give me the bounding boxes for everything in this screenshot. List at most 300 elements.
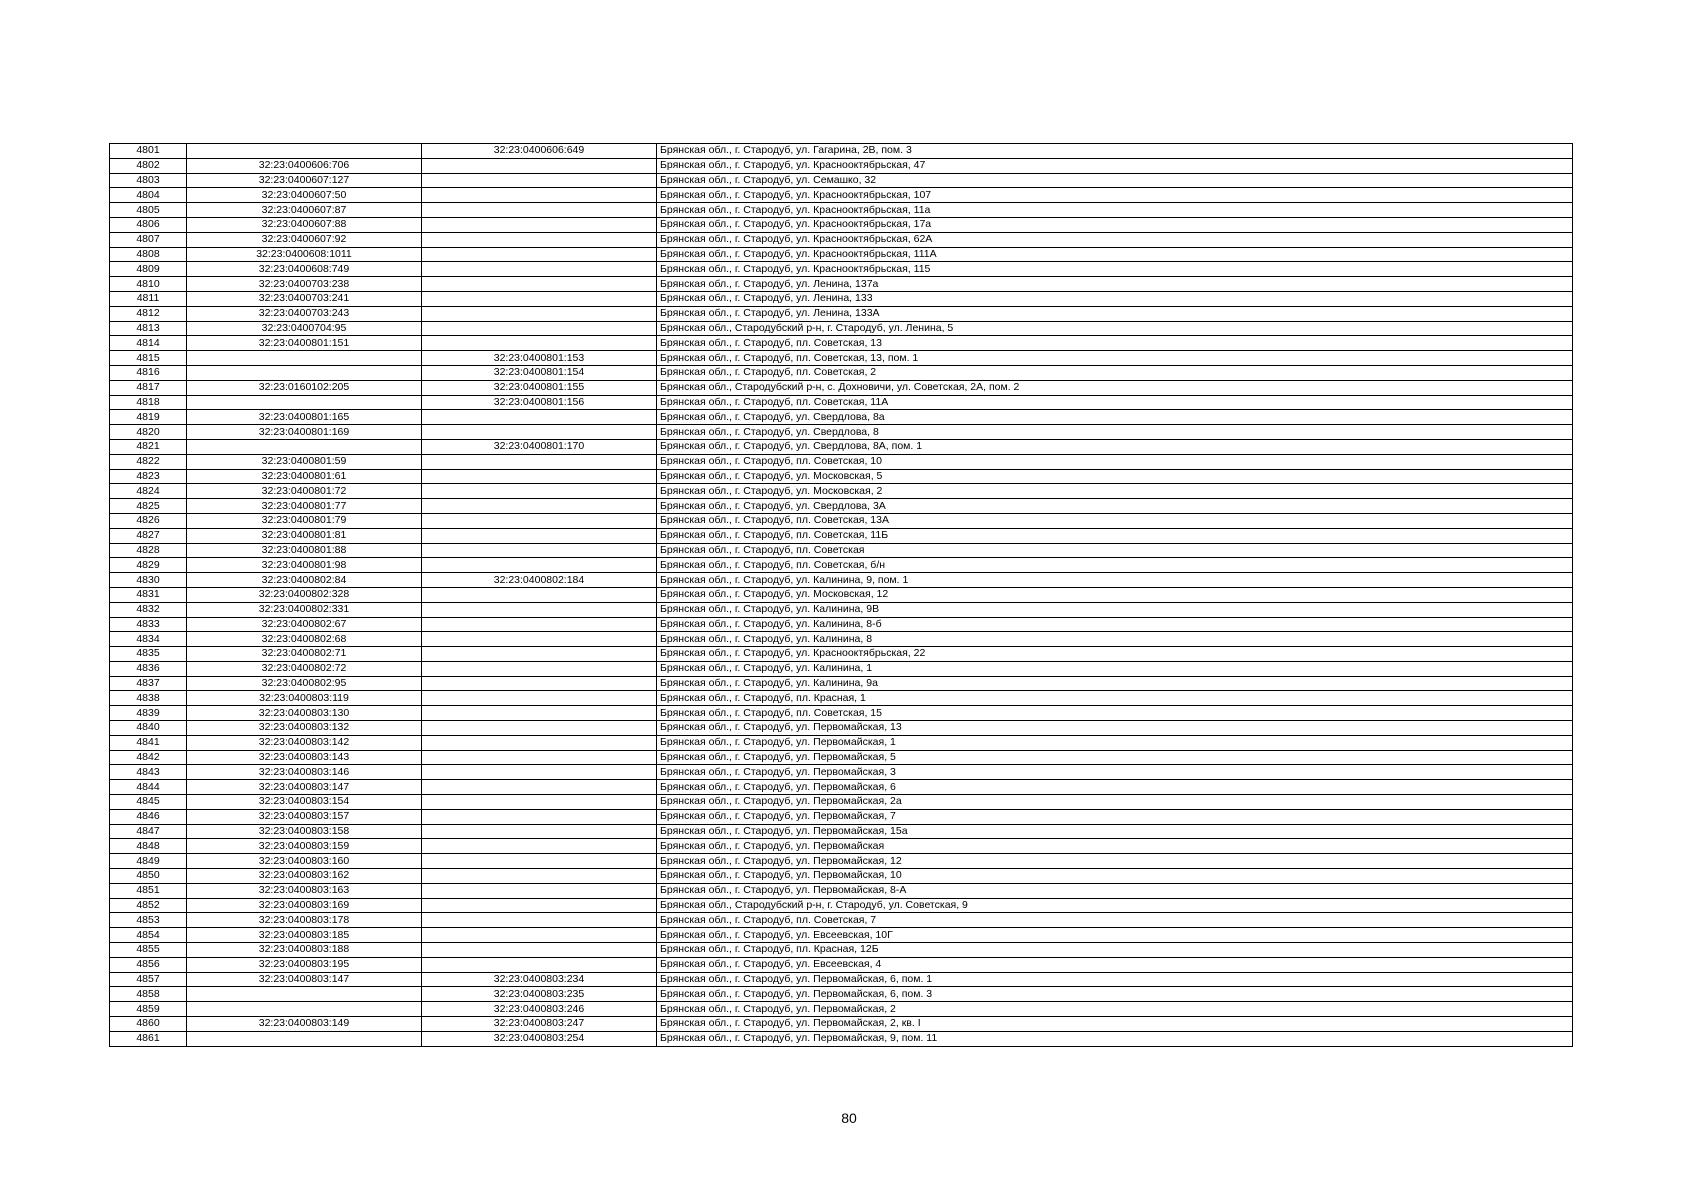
building-number-cell: 32:23:0400801:154 (422, 365, 657, 380)
row-number-cell: 4819 (110, 410, 187, 425)
row-number-cell: 4812 (110, 306, 187, 321)
table-row (110, 499, 1573, 514)
land-parcel-number-cell: 32:23:0400803:132 (187, 721, 422, 736)
land-parcel-number-cell: 32:23:0400803:159 (187, 839, 422, 854)
row-number-cell: 4837 (110, 676, 187, 691)
address-cell: Брянская обл., г. Стародуб, ул. Свердлова, 8а (657, 410, 1573, 425)
table-row (110, 617, 1573, 632)
row-number-cell: 4846 (110, 809, 187, 824)
table-row (110, 144, 1573, 159)
land-parcel-number-cell: 32:23:0400801:151 (187, 336, 422, 351)
address-cell: Брянская обл., г. Стародуб, ул. Первомайская, 5 (657, 750, 1573, 765)
building-number-cell (422, 528, 657, 543)
address-cell: Брянская обл., г. Стародуб, ул. Первомайская, 15а (657, 824, 1573, 839)
address-cell: Брянская обл., г. Стародуб, пл. Советская, б/н (657, 558, 1573, 573)
land-parcel-number-cell: 32:23:0400803:146 (187, 765, 422, 780)
address-cell: Брянская обл., г. Стародуб, ул. Гагарина, 2В, пом. 3 (657, 144, 1573, 159)
table-row (110, 336, 1573, 351)
land-parcel-number-cell: 32:23:0400802:67 (187, 617, 422, 632)
building-number-cell (422, 232, 657, 247)
table-row (110, 750, 1573, 765)
building-number-cell (422, 558, 657, 573)
land-parcel-number-cell: 32:23:0400801:98 (187, 558, 422, 573)
land-parcel-number-cell: 32:23:0400803:185 (187, 928, 422, 943)
building-number-cell (422, 336, 657, 351)
table-row (110, 558, 1573, 573)
building-number-cell (422, 869, 657, 884)
row-number-cell: 4815 (110, 351, 187, 366)
address-cell: Брянская обл., г. Стародуб, ул. Первомайская, 10 (657, 869, 1573, 884)
building-number-cell: 32:23:0400803:246 (422, 1002, 657, 1017)
land-parcel-number-cell: 32:23:0400703:243 (187, 306, 422, 321)
table-row (110, 661, 1573, 676)
row-number-cell: 4824 (110, 484, 187, 499)
table-row (110, 454, 1573, 469)
row-number-cell: 4811 (110, 291, 187, 306)
address-cell: Брянская обл., г. Стародуб, ул. Калинина, 9а (657, 676, 1573, 691)
address-cell: Брянская обл., г. Стародуб, ул. Краснооктябрьская, 62А (657, 232, 1573, 247)
land-parcel-number-cell: 32:23:0400801:77 (187, 499, 422, 514)
row-number-cell: 4848 (110, 839, 187, 854)
table-row (110, 721, 1573, 736)
row-number-cell: 4818 (110, 395, 187, 410)
row-number-cell: 4809 (110, 262, 187, 277)
table-row (110, 1017, 1573, 1032)
table-row (110, 484, 1573, 499)
land-parcel-number-cell (187, 439, 422, 454)
address-cell: Брянская обл., г. Стародуб, пл. Советская, 13 (657, 336, 1573, 351)
building-number-cell: 32:23:0400802:184 (422, 573, 657, 588)
building-number-cell (422, 262, 657, 277)
row-number-cell: 4832 (110, 602, 187, 617)
land-parcel-number-cell: 32:23:0400803:147 (187, 780, 422, 795)
table-row (110, 543, 1573, 558)
building-number-cell: 32:23:0400803:247 (422, 1017, 657, 1032)
row-number-cell: 4829 (110, 558, 187, 573)
land-parcel-number-cell: 32:23:0400703:241 (187, 291, 422, 306)
building-number-cell (422, 854, 657, 869)
address-cell: Брянская обл., г. Стародуб, ул. Калинина, 9В (657, 602, 1573, 617)
building-number-cell (422, 217, 657, 232)
row-number-cell: 4833 (110, 617, 187, 632)
address-cell: Брянская обл., г. Стародуб, ул. Свердлова, 8 (657, 425, 1573, 440)
building-number-cell (422, 883, 657, 898)
row-number-cell: 4838 (110, 691, 187, 706)
land-parcel-number-cell: 32:23:0400803:143 (187, 750, 422, 765)
table-row (110, 647, 1573, 662)
address-cell: Брянская обл., г. Стародуб, ул. Калинина, 9, пом. 1 (657, 573, 1573, 588)
address-cell: Брянская обл., г. Стародуб, ул. Первомайская, 6 (657, 780, 1573, 795)
building-number-cell (422, 277, 657, 292)
row-number-cell: 4810 (110, 277, 187, 292)
address-cell: Брянская обл., г. Стародуб, ул. Свердлова, 3А (657, 499, 1573, 514)
address-cell: Брянская обл., г. Стародуб, пл. Советская, 11А (657, 395, 1573, 410)
land-parcel-number-cell: 32:23:0400802:72 (187, 661, 422, 676)
address-cell: Брянская обл., г. Стародуб, пл. Советская, 7 (657, 913, 1573, 928)
table-row (110, 513, 1573, 528)
table-row (110, 957, 1573, 972)
address-cell: Брянская обл., г. Стародуб, ул. Первомайская, 2, кв. I (657, 1017, 1573, 1032)
row-number-cell: 4849 (110, 854, 187, 869)
address-cell: Брянская обл., Стародубский р-н, г. Стародуб, ул. Советская, 9 (657, 898, 1573, 913)
building-number-cell (422, 647, 657, 662)
table-row (110, 573, 1573, 588)
table-row (110, 854, 1573, 869)
address-cell: Брянская обл., г. Стародуб, пл. Советская, 2 (657, 365, 1573, 380)
table-row (110, 928, 1573, 943)
table-row (110, 706, 1573, 721)
address-cell: Брянская обл., г. Стародуб, ул. Краснооктябрьская, 22 (657, 647, 1573, 662)
row-number-cell: 4861 (110, 1031, 187, 1046)
table-row (110, 203, 1573, 218)
table-row (110, 839, 1573, 854)
address-cell: Брянская обл., Стародубский р-н, г. Стародуб, ул. Ленина, 5 (657, 321, 1573, 336)
table-body (110, 144, 1573, 1047)
row-number-cell: 4842 (110, 750, 187, 765)
building-number-cell (422, 291, 657, 306)
table-row (110, 765, 1573, 780)
building-number-cell (422, 676, 657, 691)
building-number-cell (422, 484, 657, 499)
land-parcel-number-cell: 32:23:0400802:84 (187, 573, 422, 588)
building-number-cell: 32:23:0400801:156 (422, 395, 657, 410)
address-cell: Брянская обл., г. Стародуб, ул. Первомайская (657, 839, 1573, 854)
document-sheet (109, 143, 1572, 1047)
table-row (110, 262, 1573, 277)
row-number-cell: 4803 (110, 173, 187, 188)
building-number-cell (422, 587, 657, 602)
row-number-cell: 4836 (110, 661, 187, 676)
address-cell: Брянская обл., г. Стародуб, ул. Евсеевская, 4 (657, 957, 1573, 972)
row-number-cell: 4816 (110, 365, 187, 380)
address-cell: Брянская обл., г. Стародуб, ул. Первомайская, 8-А (657, 883, 1573, 898)
table-row (110, 676, 1573, 691)
row-number-cell: 4801 (110, 144, 187, 159)
row-number-cell: 4854 (110, 928, 187, 943)
address-cell: Брянская обл., г. Стародуб, ул. Московская, 5 (657, 469, 1573, 484)
table-row (110, 321, 1573, 336)
building-number-cell (422, 765, 657, 780)
land-parcel-number-cell: 32:23:0400608:1011 (187, 247, 422, 262)
building-number-cell (422, 735, 657, 750)
land-parcel-number-cell: 32:23:0400607:88 (187, 217, 422, 232)
table-row (110, 173, 1573, 188)
row-number-cell: 4802 (110, 158, 187, 173)
land-parcel-number-cell: 32:23:0400802:68 (187, 632, 422, 647)
table-row (110, 247, 1573, 262)
table-row (110, 380, 1573, 395)
building-number-cell (422, 809, 657, 824)
building-number-cell (422, 617, 657, 632)
table-row (110, 277, 1573, 292)
building-number-cell (422, 839, 657, 854)
building-number-cell (422, 173, 657, 188)
address-cell: Брянская обл., г. Стародуб, ул. Краснооктябрьская, 47 (657, 158, 1573, 173)
table-row (110, 306, 1573, 321)
address-cell: Брянская обл., г. Стародуб, ул. Первомайская, 1 (657, 735, 1573, 750)
address-cell: Брянская обл., г. Стародуб, пл. Советская (657, 543, 1573, 558)
land-parcel-number-cell (187, 351, 422, 366)
address-cell: Брянская обл., г. Стародуб, ул. Краснооктябрьская, 115 (657, 262, 1573, 277)
table-row (110, 943, 1573, 958)
building-number-cell (422, 306, 657, 321)
land-parcel-number-cell: 32:23:0400607:50 (187, 188, 422, 203)
building-number-cell: 32:23:0400606:649 (422, 144, 657, 159)
row-number-cell: 4855 (110, 943, 187, 958)
table-row (110, 987, 1573, 1002)
address-cell: Брянская обл., г. Стародуб, ул. Первомайская, 9, пом. 11 (657, 1031, 1573, 1046)
address-cell: Брянская обл., Стародубский р-н, с. Дохновичи, ул. Советская, 2А, пом. 2 (657, 380, 1573, 395)
building-number-cell (422, 410, 657, 425)
address-cell: Брянская обл., г. Стародуб, ул. Свердлова, 8А, пом. 1 (657, 439, 1573, 454)
building-number-cell (422, 661, 657, 676)
row-number-cell: 4821 (110, 439, 187, 454)
table-row (110, 439, 1573, 454)
row-number-cell: 4845 (110, 795, 187, 810)
address-cell: Брянская обл., г. Стародуб, ул. Краснооктябрьская, 11а (657, 203, 1573, 218)
row-number-cell: 4853 (110, 913, 187, 928)
table-row (110, 691, 1573, 706)
table-row (110, 410, 1573, 425)
land-parcel-number-cell: 32:23:0400803:188 (187, 943, 422, 958)
address-cell: Брянская обл., г. Стародуб, ул. Первомайская, 7 (657, 809, 1573, 824)
land-parcel-number-cell (187, 395, 422, 410)
land-parcel-number-cell: 32:23:0400803:130 (187, 706, 422, 721)
table-row (110, 809, 1573, 824)
page-number: 80 (841, 1110, 857, 1126)
land-parcel-number-cell: 32:23:0400803:154 (187, 795, 422, 810)
building-number-cell (422, 957, 657, 972)
address-cell: Брянская обл., г. Стародуб, ул. Первомайская, 2а (657, 795, 1573, 810)
building-number-cell (422, 425, 657, 440)
land-parcel-number-cell: 32:23:0400802:71 (187, 647, 422, 662)
building-number-cell (422, 321, 657, 336)
building-number-cell (422, 247, 657, 262)
address-cell: Брянская обл., г. Стародуб, ул. Краснооктябрьская, 17а (657, 217, 1573, 232)
row-number-cell: 4851 (110, 883, 187, 898)
address-cell: Брянская обл., г. Стародуб, ул. Ленина, 137а (657, 277, 1573, 292)
building-number-cell (422, 602, 657, 617)
land-parcel-number-cell: 32:23:0400803:142 (187, 735, 422, 750)
building-number-cell (422, 898, 657, 913)
row-number-cell: 4825 (110, 499, 187, 514)
row-number-cell: 4822 (110, 454, 187, 469)
address-cell: Брянская обл., г. Стародуб, ул. Первомайская, 6, пом. 1 (657, 972, 1573, 987)
address-cell: Брянская обл., г. Стародуб, ул. Евсеевская, 10Г (657, 928, 1573, 943)
land-parcel-number-cell: 32:23:0400803:162 (187, 869, 422, 884)
building-number-cell: 32:23:0400801:155 (422, 380, 657, 395)
table-row (110, 291, 1573, 306)
row-number-cell: 4860 (110, 1017, 187, 1032)
land-parcel-number-cell: 32:23:0400608:749 (187, 262, 422, 277)
row-number-cell: 4847 (110, 824, 187, 839)
land-parcel-number-cell (187, 1031, 422, 1046)
land-parcel-number-cell: 32:23:0400802:95 (187, 676, 422, 691)
building-number-cell (422, 632, 657, 647)
table-row (110, 780, 1573, 795)
land-parcel-number-cell (187, 987, 422, 1002)
land-parcel-number-cell (187, 1002, 422, 1017)
row-number-cell: 4805 (110, 203, 187, 218)
table-row (110, 869, 1573, 884)
table-row (110, 898, 1573, 913)
land-parcel-number-cell: 32:23:0400803:195 (187, 957, 422, 972)
building-number-cell (422, 691, 657, 706)
address-cell: Брянская обл., г. Стародуб, ул. Первомайская, 12 (657, 854, 1573, 869)
table-row (110, 735, 1573, 750)
land-parcel-number-cell: 32:23:0400803:169 (187, 898, 422, 913)
address-cell: Брянская обл., г. Стародуб, пл. Красная, 1 (657, 691, 1573, 706)
table-row (110, 972, 1573, 987)
row-number-cell: 4840 (110, 721, 187, 736)
land-parcel-number-cell: 32:23:0400803:119 (187, 691, 422, 706)
table-row (110, 232, 1573, 247)
row-number-cell: 4828 (110, 543, 187, 558)
address-cell: Брянская обл., г. Стародуб, ул. Краснооктябрьская, 111А (657, 247, 1573, 262)
building-number-cell (422, 928, 657, 943)
table-row (110, 602, 1573, 617)
building-number-cell: 32:23:0400803:234 (422, 972, 657, 987)
land-parcel-number-cell: 32:23:0400802:331 (187, 602, 422, 617)
table-row (110, 632, 1573, 647)
building-number-cell (422, 543, 657, 558)
address-cell: Брянская обл., г. Стародуб, ул. Семашко, 32 (657, 173, 1573, 188)
building-number-cell (422, 824, 657, 839)
building-number-cell (422, 499, 657, 514)
row-number-cell: 4807 (110, 232, 187, 247)
land-parcel-number-cell: 32:23:0400703:238 (187, 277, 422, 292)
address-cell: Брянская обл., г. Стародуб, ул. Ленина, 133А (657, 306, 1573, 321)
land-parcel-number-cell: 32:23:0400801:88 (187, 543, 422, 558)
building-number-cell (422, 750, 657, 765)
address-cell: Брянская обл., г. Стародуб, ул. Первомайская, 2 (657, 1002, 1573, 1017)
land-parcel-number-cell: 32:23:0400606:706 (187, 158, 422, 173)
land-parcel-number-cell: 32:23:0400801:59 (187, 454, 422, 469)
table-row (110, 188, 1573, 203)
row-number-cell: 4858 (110, 987, 187, 1002)
building-number-cell: 32:23:0400803:235 (422, 987, 657, 1002)
row-number-cell: 4831 (110, 587, 187, 602)
address-cell: Брянская обл., г. Стародуб, ул. Первомайская, 6, пом. 3 (657, 987, 1573, 1002)
address-cell: Брянская обл., г. Стародуб, ул. Московская, 2 (657, 484, 1573, 499)
land-parcel-number-cell: 32:23:0400803:157 (187, 809, 422, 824)
row-number-cell: 4814 (110, 336, 187, 351)
address-cell: Брянская обл., г. Стародуб, ул. Калинина, 1 (657, 661, 1573, 676)
row-number-cell: 4839 (110, 706, 187, 721)
row-number-cell: 4817 (110, 380, 187, 395)
land-parcel-number-cell: 32:23:0400803:147 (187, 972, 422, 987)
building-number-cell (422, 913, 657, 928)
row-number-cell: 4841 (110, 735, 187, 750)
land-parcel-number-cell: 32:23:0400801:165 (187, 410, 422, 425)
land-parcel-number-cell (187, 365, 422, 380)
row-number-cell: 4820 (110, 425, 187, 440)
row-number-cell: 4830 (110, 573, 187, 588)
land-parcel-number-cell: 32:23:0400803:163 (187, 883, 422, 898)
row-number-cell: 4806 (110, 217, 187, 232)
table-row (110, 365, 1573, 380)
table-row (110, 587, 1573, 602)
address-cell: Брянская обл., г. Стародуб, ул. Московская, 12 (657, 587, 1573, 602)
address-cell: Брянская обл., г. Стародуб, ул. Первомайская, 13 (657, 721, 1573, 736)
building-number-cell (422, 721, 657, 736)
row-number-cell: 4823 (110, 469, 187, 484)
land-parcel-number-cell: 32:23:0400607:127 (187, 173, 422, 188)
land-parcel-number-cell (187, 144, 422, 159)
address-cell: Брянская обл., г. Стародуб, ул. Краснооктябрьская, 107 (657, 188, 1573, 203)
building-number-cell (422, 513, 657, 528)
row-number-cell: 4827 (110, 528, 187, 543)
table-row (110, 425, 1573, 440)
row-number-cell: 4857 (110, 972, 187, 987)
row-number-cell: 4852 (110, 898, 187, 913)
table-row (110, 824, 1573, 839)
table-row (110, 469, 1573, 484)
address-cell: Брянская обл., г. Стародуб, пл. Красная, 12Б (657, 943, 1573, 958)
property-register-table (109, 143, 1573, 1047)
building-number-cell: 32:23:0400803:254 (422, 1031, 657, 1046)
row-number-cell: 4835 (110, 647, 187, 662)
land-parcel-number-cell: 32:23:0400803:158 (187, 824, 422, 839)
table-row (110, 1002, 1573, 1017)
row-number-cell: 4850 (110, 869, 187, 884)
row-number-cell: 4844 (110, 780, 187, 795)
table-row (110, 217, 1573, 232)
address-cell: Брянская обл., г. Стародуб, ул. Калинина, 8 (657, 632, 1573, 647)
building-number-cell (422, 706, 657, 721)
building-number-cell (422, 795, 657, 810)
land-parcel-number-cell: 32:23:0400801:72 (187, 484, 422, 499)
building-number-cell (422, 469, 657, 484)
table-row (110, 795, 1573, 810)
address-cell: Брянская обл., г. Стародуб, пл. Советская, 13, пом. 1 (657, 351, 1573, 366)
land-parcel-number-cell: 32:23:0400802:328 (187, 587, 422, 602)
land-parcel-number-cell: 32:23:0400801:81 (187, 528, 422, 543)
row-number-cell: 4834 (110, 632, 187, 647)
table-row (110, 158, 1573, 173)
land-parcel-number-cell: 32:23:0400803:160 (187, 854, 422, 869)
land-parcel-number-cell: 32:23:0400801:61 (187, 469, 422, 484)
land-parcel-number-cell: 32:23:0400607:87 (187, 203, 422, 218)
land-parcel-number-cell: 32:23:0400803:178 (187, 913, 422, 928)
table-row (110, 1031, 1573, 1046)
table-row (110, 528, 1573, 543)
land-parcel-number-cell: 32:23:0400801:169 (187, 425, 422, 440)
building-number-cell (422, 188, 657, 203)
building-number-cell (422, 454, 657, 469)
row-number-cell: 4859 (110, 1002, 187, 1017)
address-cell: Брянская обл., г. Стародуб, пл. Советская, 13А (657, 513, 1573, 528)
table-row (110, 913, 1573, 928)
table-row (110, 883, 1573, 898)
building-number-cell (422, 943, 657, 958)
address-cell: Брянская обл., г. Стародуб, пл. Советская, 11Б (657, 528, 1573, 543)
table-row (110, 351, 1573, 366)
address-cell: Брянская обл., г. Стародуб, пл. Советская, 10 (657, 454, 1573, 469)
table-row (110, 395, 1573, 410)
row-number-cell: 4843 (110, 765, 187, 780)
address-cell: Брянская обл., г. Стародуб, ул. Калинина, 8-б (657, 617, 1573, 632)
building-number-cell (422, 780, 657, 795)
land-parcel-number-cell: 32:23:0400607:92 (187, 232, 422, 247)
land-parcel-number-cell: 32:23:0160102:205 (187, 380, 422, 395)
row-number-cell: 4813 (110, 321, 187, 336)
building-number-cell (422, 203, 657, 218)
land-parcel-number-cell: 32:23:0400801:79 (187, 513, 422, 528)
row-number-cell: 4856 (110, 957, 187, 972)
land-parcel-number-cell: 32:23:0400803:149 (187, 1017, 422, 1032)
address-cell: Брянская обл., г. Стародуб, ул. Первомайская, 3 (657, 765, 1573, 780)
